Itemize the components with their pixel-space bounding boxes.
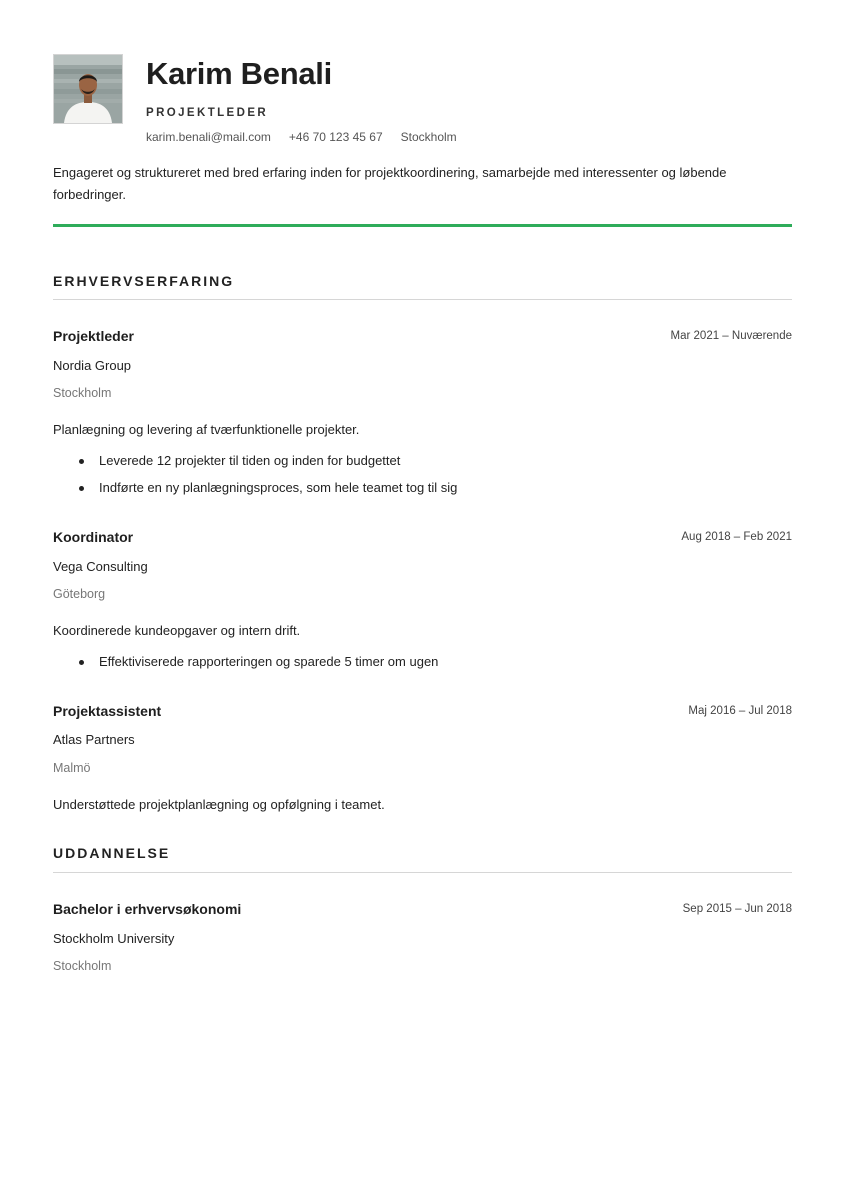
entry-location: Stockholm — [53, 386, 112, 400]
entry-dates: Maj 2016 – Jul 2018 — [688, 705, 792, 717]
list-item — [53, 480, 457, 507]
bullet-icon — [79, 660, 84, 665]
entry-dates: Sep 2015 – Jun 2018 — [682, 903, 792, 915]
achievement-text: Effektiviserede rapporteringen og sparede 5 timer om ugen — [99, 654, 439, 669]
experience-heading: ERHVERVSERFARING — [53, 273, 235, 289]
city: Stockholm — [400, 130, 457, 144]
contact-info — [146, 130, 457, 145]
achievement-text: Indførte en ny planlægningsproces, som hele teamet tog til sig — [99, 480, 458, 495]
achievement-list — [53, 453, 457, 507]
entry-location: Stockholm — [53, 959, 112, 973]
accent-divider — [53, 224, 792, 227]
candidate-job-title: PROJEKTLEDER — [146, 107, 269, 119]
entry-dates: Aug 2018 – Feb 2021 — [681, 531, 792, 543]
person-photo-icon — [54, 55, 122, 123]
candidate-name: Karim Benali — [146, 56, 332, 91]
profile-summary: Engageret og struktureret med bred erfaring inden for projektkoordinering, samarbejde med interessenter og løbende forbedringer. — [53, 165, 727, 202]
entry-title: Projektassistent — [53, 703, 162, 719]
entry-description: Understøttede projektplanlægning og opfølgning i teamet. — [53, 797, 385, 812]
bullet-icon — [79, 459, 84, 464]
entry-title: Projektleder — [53, 328, 134, 344]
entry-location: Göteborg — [53, 587, 106, 601]
education-divider — [53, 872, 792, 873]
entry-organization: Atlas Partners — [53, 732, 135, 747]
achievement-text: Leverede 12 projekter til tiden og inden for budgettet — [99, 453, 401, 468]
entry-organization: Vega Consulting — [53, 559, 148, 574]
experience-divider — [53, 299, 792, 300]
bullet-icon — [79, 486, 84, 491]
achievement-list — [53, 654, 438, 681]
entry-description: Koordinerede kundeopgaver og intern drift. — [53, 623, 301, 638]
phone-number: +46 70 123 45 67 — [288, 130, 383, 144]
entry-organization: Nordia Group — [53, 358, 132, 373]
list-item — [53, 654, 438, 681]
education-heading: UDDANNELSE — [53, 845, 171, 861]
entry-location: Malmö — [53, 761, 91, 775]
list-item — [53, 453, 457, 480]
entry-description: Planlægning og levering af tværfunktionelle projekter. — [53, 422, 360, 437]
entry-organization: Stockholm University — [53, 931, 175, 946]
email-address: karim.benali@mail.com — [146, 130, 271, 144]
entry-title: Bachelor i erhvervsøkonomi — [53, 901, 242, 917]
entry-dates: Mar 2021 – Nuværende — [670, 330, 792, 342]
profile-photo — [53, 54, 123, 124]
entry-title: Koordinator — [53, 529, 134, 545]
